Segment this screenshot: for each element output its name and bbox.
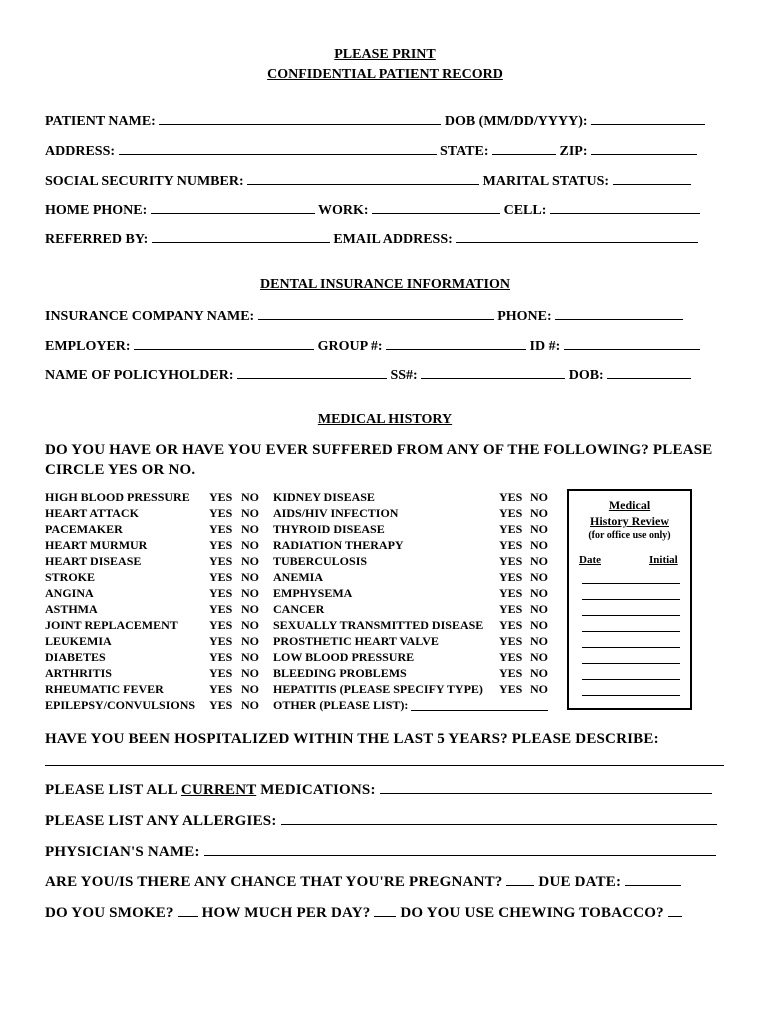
yes-option[interactable]: YES [209, 570, 233, 584]
review-entry-line[interactable] [582, 663, 680, 664]
marital-status-label: MARITAL STATUS: [482, 174, 610, 189]
no-option[interactable]: NO [241, 538, 259, 552]
hospitalized-answer-line[interactable] [45, 765, 724, 766]
review-entry-line[interactable] [582, 599, 680, 600]
medications-field[interactable] [380, 781, 712, 794]
chewing-tobacco-label: DO YOU USE CHEWING TOBACCO? [400, 905, 664, 921]
hospitalized-question: HAVE YOU BEEN HOSPITALIZED WITHIN THE LAST 5 YEARS? PLEASE DESCRIBE: [45, 731, 659, 747]
medications-label: PLEASE LIST ALL [45, 782, 177, 798]
yes-option[interactable]: YES [499, 602, 523, 616]
yes-option[interactable]: YES [209, 666, 233, 680]
ssn-row [45, 172, 691, 190]
review-title-2: History Review [590, 514, 669, 528]
policyholder-ss-field[interactable] [421, 366, 565, 379]
no-option[interactable]: NO [530, 506, 548, 520]
condition-label: ASTHMA [45, 602, 98, 616]
no-option[interactable]: NO [530, 554, 548, 568]
no-option[interactable]: NO [530, 538, 548, 552]
zip-field[interactable] [591, 142, 697, 155]
medical-question-line2: CIRCLE YES OR NO. [45, 462, 196, 478]
no-option[interactable]: NO [241, 586, 259, 600]
condition-label: PROSTHETIC HEART VALVE [273, 634, 439, 648]
condition-label: HEART DISEASE [45, 554, 142, 568]
condition-label: JOINT REPLACEMENT [45, 618, 178, 632]
yes-option[interactable]: YES [209, 698, 233, 712]
chewing-tobacco-field[interactable] [668, 904, 682, 917]
group-field[interactable] [386, 337, 526, 350]
condition-label: BLEEDING PROBLEMS [273, 666, 407, 680]
yes-option[interactable]: YES [499, 538, 523, 552]
medical-history-review-box [567, 489, 692, 710]
review-entry-line[interactable] [582, 631, 680, 632]
no-option[interactable]: NO [241, 602, 259, 616]
no-option[interactable]: NO [530, 602, 548, 616]
policyholder-field[interactable] [237, 366, 387, 379]
yes-option[interactable]: YES [499, 618, 523, 632]
policyholder-label: NAME OF POLICYHOLDER: [45, 368, 234, 383]
review-entry-line[interactable] [582, 695, 680, 696]
yes-option[interactable]: YES [499, 506, 523, 520]
employer-label: EMPLOYER: [45, 339, 131, 354]
yes-option[interactable]: YES [499, 570, 523, 584]
allergies-row [45, 812, 717, 830]
yes-option[interactable]: YES [209, 538, 233, 552]
home-phone-field[interactable] [151, 201, 315, 214]
condition-label: AIDS/HIV INFECTION [273, 506, 399, 520]
no-option[interactable]: NO [241, 554, 259, 568]
condition-label: EPILEPSY/CONVULSIONS [45, 698, 196, 712]
smoke-label: DO YOU SMOKE? [45, 905, 174, 921]
yes-option[interactable]: YES [499, 586, 523, 600]
review-entry-line[interactable] [582, 679, 680, 680]
dob-label: DOB (MM/DD/YYYY): [444, 114, 588, 129]
insurance-company-field[interactable] [258, 307, 494, 320]
per-day-label: HOW MUCH PER DAY? [201, 905, 371, 921]
cell-phone-label: CELL: [503, 203, 547, 218]
state-field[interactable] [492, 142, 556, 155]
physician-label: PHYSICIAN'S NAME: [45, 844, 200, 860]
no-option[interactable]: NO [241, 490, 259, 504]
yes-option[interactable]: YES [209, 682, 233, 696]
policyholder-dob-field[interactable] [607, 366, 691, 379]
no-option[interactable]: NO [241, 522, 259, 536]
patient-name-field[interactable] [159, 112, 441, 125]
yes-option[interactable]: YES [209, 490, 233, 504]
yes-option[interactable]: YES [209, 522, 233, 536]
zip-label: ZIP: [559, 144, 588, 159]
insurance-company-label: INSURANCE COMPANY NAME: [45, 309, 255, 324]
employer-row [45, 337, 700, 355]
review-entry-line[interactable] [582, 583, 680, 584]
yes-option[interactable]: YES [209, 618, 233, 632]
condition-label: SEXUALLY TRANSMITTED DISEASE [273, 618, 484, 632]
yes-option[interactable]: YES [209, 506, 233, 520]
condition-label: KIDNEY DISEASE [273, 490, 375, 504]
yes-option[interactable]: YES [209, 554, 233, 568]
no-option[interactable]: NO [530, 490, 548, 504]
no-option[interactable]: NO [530, 586, 548, 600]
id-field[interactable] [564, 337, 700, 350]
no-option[interactable]: NO [241, 570, 259, 584]
pregnant-row [45, 873, 681, 891]
condition-label: CANCER [273, 602, 325, 616]
review-initial-label: Initial [649, 554, 678, 566]
policyholder-ss-label: SS#: [390, 368, 418, 383]
smoke-field[interactable] [178, 904, 198, 917]
medications-row [45, 781, 712, 799]
medical-history-heading: MEDICAL HISTORY [317, 412, 453, 427]
no-option[interactable]: NO [241, 650, 259, 664]
condition-label: ARTHRITIS [45, 666, 112, 680]
insurance-heading: DENTAL INSURANCE INFORMATION [260, 277, 510, 292]
cell-phone-field[interactable] [550, 201, 700, 214]
per-day-field[interactable] [374, 904, 396, 917]
yes-option[interactable]: YES [209, 650, 233, 664]
address-field[interactable] [119, 142, 437, 155]
condition-label: THYROID DISEASE [273, 522, 385, 536]
no-option[interactable]: NO [241, 698, 259, 712]
no-option[interactable]: NO [241, 506, 259, 520]
condition-label: HEPATITIS (PLEASE SPECIFY TYPE) [273, 682, 483, 696]
no-option[interactable]: NO [530, 634, 548, 648]
patient-name-row [45, 112, 705, 130]
due-date-field[interactable] [625, 873, 681, 886]
patient-name-label: PATIENT NAME: [45, 114, 156, 129]
condition-label: ANEMIA [273, 570, 323, 584]
physician-field[interactable] [204, 843, 716, 856]
no-option[interactable]: NO [530, 650, 548, 664]
yes-option[interactable]: YES [499, 666, 523, 680]
no-option[interactable]: NO [530, 666, 548, 680]
allergies-label: PLEASE LIST ANY ALLERGIES: [45, 813, 277, 829]
referred-by-field[interactable] [152, 230, 330, 243]
yes-option[interactable]: YES [499, 650, 523, 664]
insurance-phone-label: PHONE: [497, 309, 552, 324]
no-option[interactable]: NO [530, 522, 548, 536]
ssn-label: SOCIAL SECURITY NUMBER: [45, 174, 244, 189]
smoke-row [45, 904, 682, 922]
yes-option[interactable]: YES [499, 554, 523, 568]
address-label: ADDRESS: [45, 144, 116, 159]
header-title: CONFIDENTIAL PATIENT RECORD [267, 67, 503, 82]
medications-current-emphasis: CURRENT [180, 782, 257, 798]
allergies-field[interactable] [281, 812, 717, 825]
yes-option[interactable]: YES [499, 490, 523, 504]
pregnant-field[interactable] [506, 873, 534, 886]
yes-option[interactable]: YES [499, 682, 523, 696]
phone-row [45, 201, 700, 219]
condition-label: HEART ATTACK [45, 506, 139, 520]
referred-by-label: REFERRED BY: [45, 232, 149, 247]
address-row [45, 142, 697, 160]
condition-label: HIGH BLOOD PRESSURE [45, 490, 190, 504]
policyholder-dob-label: DOB: [568, 368, 604, 383]
no-option[interactable]: NO [530, 618, 548, 632]
yes-option[interactable]: YES [499, 634, 523, 648]
other-condition-field[interactable] [411, 710, 548, 711]
condition-label: EMPHYSEMA [273, 586, 353, 600]
review-entry-line[interactable] [582, 647, 680, 648]
condition-label: DIABETES [45, 650, 106, 664]
condition-label: LEUKEMIA [45, 634, 112, 648]
condition-label: OTHER (PLEASE LIST): [273, 698, 409, 712]
dob-field[interactable] [591, 112, 705, 125]
email-label: EMAIL ADDRESS: [333, 232, 453, 247]
no-option[interactable]: NO [241, 666, 259, 680]
policyholder-row [45, 366, 691, 384]
medical-question-line1: DO YOU HAVE OR HAVE YOU EVER SUFFERED FROM ANY OF THE FOLLOWING? PLEASE [45, 442, 713, 458]
review-title: Medical [608, 498, 651, 512]
header-please-print: PLEASE PRINT [334, 47, 436, 62]
insurance-company-row [45, 307, 683, 325]
condition-label: ANGINA [45, 586, 94, 600]
due-date-label: DUE DATE: [538, 874, 622, 890]
review-subtitle: (for office use only) [588, 530, 671, 541]
yes-option[interactable]: YES [209, 586, 233, 600]
no-option[interactable]: NO [241, 634, 259, 648]
employer-field[interactable] [134, 337, 314, 350]
yes-option[interactable]: YES [499, 522, 523, 536]
email-field[interactable] [456, 230, 698, 243]
condition-label: LOW BLOOD PRESSURE [273, 650, 415, 664]
review-entry-line[interactable] [582, 615, 680, 616]
group-label: GROUP #: [317, 339, 383, 354]
condition-label: HEART MURMUR [45, 538, 148, 552]
yes-option[interactable]: YES [209, 634, 233, 648]
insurance-phone-field[interactable] [555, 307, 683, 320]
marital-status-field[interactable] [613, 172, 691, 185]
medications-label-end: MEDICATIONS: [260, 782, 376, 798]
physician-row [45, 843, 716, 861]
pregnant-label: ARE YOU/IS THERE ANY CHANCE THAT YOU'RE PREGNANT? [45, 874, 503, 890]
no-option[interactable]: NO [530, 570, 548, 584]
yes-option[interactable]: YES [209, 602, 233, 616]
condition-label: RADIATION THERAPY [273, 538, 404, 552]
no-option[interactable]: NO [241, 618, 259, 632]
condition-label: TUBERCULOSIS [273, 554, 368, 568]
referred-row [45, 230, 698, 248]
state-label: STATE: [440, 144, 489, 159]
home-phone-label: HOME PHONE: [45, 203, 148, 218]
condition-label: STROKE [45, 570, 96, 584]
no-option[interactable]: NO [530, 682, 548, 696]
work-phone-field[interactable] [372, 201, 500, 214]
id-label: ID #: [529, 339, 561, 354]
no-option[interactable]: NO [241, 682, 259, 696]
ssn-field[interactable] [247, 172, 479, 185]
work-phone-label: WORK: [318, 203, 369, 218]
condition-label: PACEMAKER [45, 522, 123, 536]
condition-label: RHEUMATIC FEVER [45, 682, 164, 696]
review-date-label: Date [579, 554, 601, 566]
